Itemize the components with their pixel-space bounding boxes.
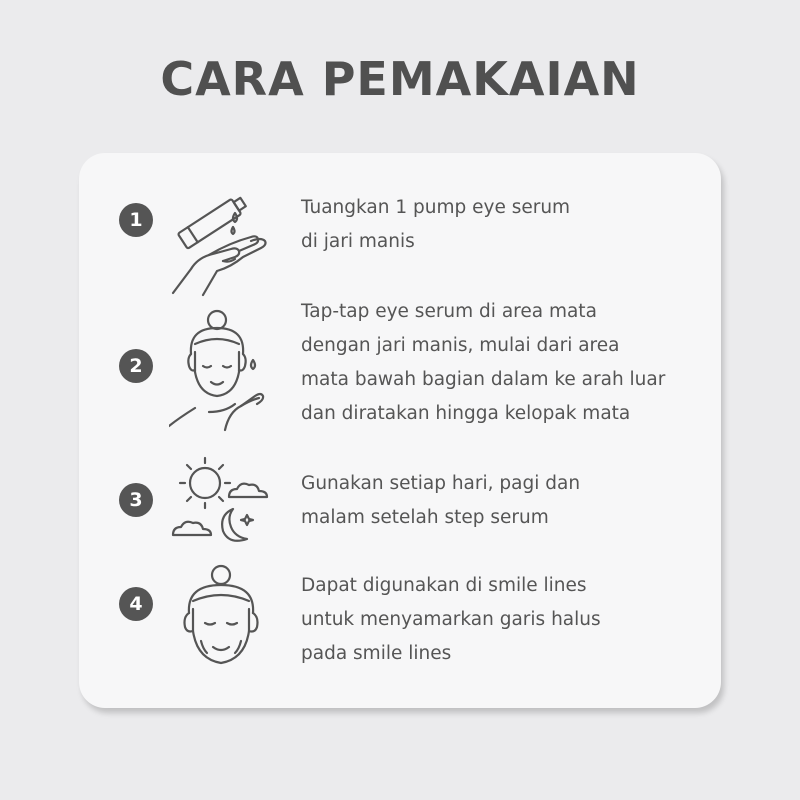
step-text-line: malam setelah step serum [301,507,549,528]
step-text-line: Tap-tap eye serum di area mata [301,301,597,322]
step-instruction [301,467,701,535]
step-text-line: mata bawah bagian dalam ke arah luar [301,369,666,390]
step-text-line: pada smile lines [301,643,452,664]
step-text-line: Dapat digunakan di smile lines [301,575,587,596]
face-smile-lines-icon [169,563,279,678]
hand-pump-bottle-icon [169,183,279,298]
sun-moon-clouds-icon [169,455,279,550]
step-text-line: Gunakan setiap hari, pagi dan [301,473,581,494]
step-number-badge: 2 [119,349,153,383]
step-number-badge: 3 [119,483,153,517]
step-text-line: dengan jari manis, mulai dari area [301,335,620,356]
step-text-line: untuk menyamarkan garis halus [301,609,601,630]
step-number-badge: 1 [119,203,153,237]
instructions-card [79,153,721,708]
step-instruction [301,191,701,259]
step-instruction [301,295,701,431]
step-text-line: Tuangkan 1 pump eye serum [301,197,571,218]
step-text-line: di jari manis [301,231,415,252]
step-number-badge: 4 [119,587,153,621]
page-title: CARA PEMAKAIAN [160,52,640,106]
step-text-line: dan diratakan hingga kelopak mata [301,403,631,424]
step-instruction [301,569,701,671]
face-apply-serum-icon [169,308,279,433]
